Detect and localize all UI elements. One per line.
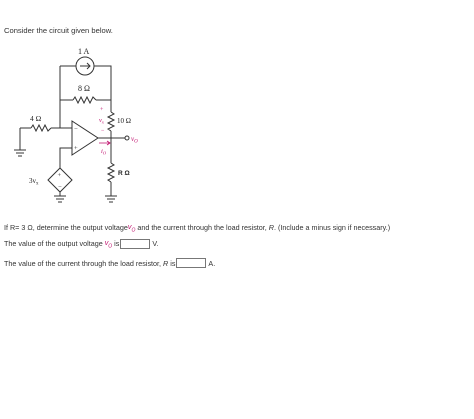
label-current-source: 1 A (78, 47, 90, 56)
question-main-mid: and the current through the load resistor, (135, 223, 269, 233)
resistor-8-ohm (73, 97, 96, 103)
wire-opamp-plus (60, 148, 72, 168)
question-main-vo: $v_O$ (127, 222, 136, 234)
io-arrow-icon (99, 141, 110, 145)
wire-top-right (94, 66, 111, 100)
output-terminal (125, 136, 129, 140)
question-main-pre: If R= 3 Ω, determine the output voltage (4, 223, 128, 233)
label-r10: 10 Ω (117, 117, 131, 125)
resistor-4-ohm (31, 125, 51, 131)
label-r4: 4 Ω (30, 114, 42, 123)
label-r8: 8 Ω (78, 84, 90, 93)
vo-answer-input[interactable] (120, 239, 150, 249)
question-intro: Consider the circuit given below. (4, 26, 113, 35)
vo-prompt-sym: $v_O$ (104, 238, 113, 250)
ground-left-icon (14, 150, 26, 156)
io-unit: A. (208, 258, 216, 268)
label-vx-minus: − (101, 128, 105, 134)
ground-dep-icon (54, 196, 66, 202)
question-main-r: R (268, 223, 274, 233)
label-dep-minus: − (58, 184, 62, 191)
vo-prompt (4, 238, 159, 249)
vo-unit: V. (152, 239, 159, 249)
label-vo: $v_O$ (131, 135, 138, 145)
label-vx-plus: + (100, 107, 104, 113)
resistor-load (108, 163, 114, 182)
io-answer-input[interactable] (176, 258, 206, 268)
label-opamp-minus: − (74, 126, 78, 133)
label-dep-source: $3v_x$ (29, 177, 39, 187)
label-io: $i_O$ (101, 148, 107, 156)
ground-load-icon (105, 196, 117, 202)
label-rload: R Ω (118, 170, 130, 177)
label-vx: $v_x$ (99, 117, 104, 125)
label-dep-plus: + (57, 172, 62, 179)
question-main (4, 222, 390, 233)
io-prompt (4, 258, 215, 268)
resistor-10-ohm (108, 112, 114, 131)
vo-prompt-pre: The value of the output voltage (4, 239, 105, 249)
io-prompt-post: is (168, 258, 176, 268)
io-prompt-pre: The value of the current through the load resistor, (4, 258, 164, 268)
question-main-post: . (Include a minus sign if necessary.) (273, 223, 391, 233)
io-prompt-sym: R (163, 258, 169, 268)
label-opamp-plus: + (74, 145, 78, 152)
vo-prompt-post: is (112, 239, 120, 249)
